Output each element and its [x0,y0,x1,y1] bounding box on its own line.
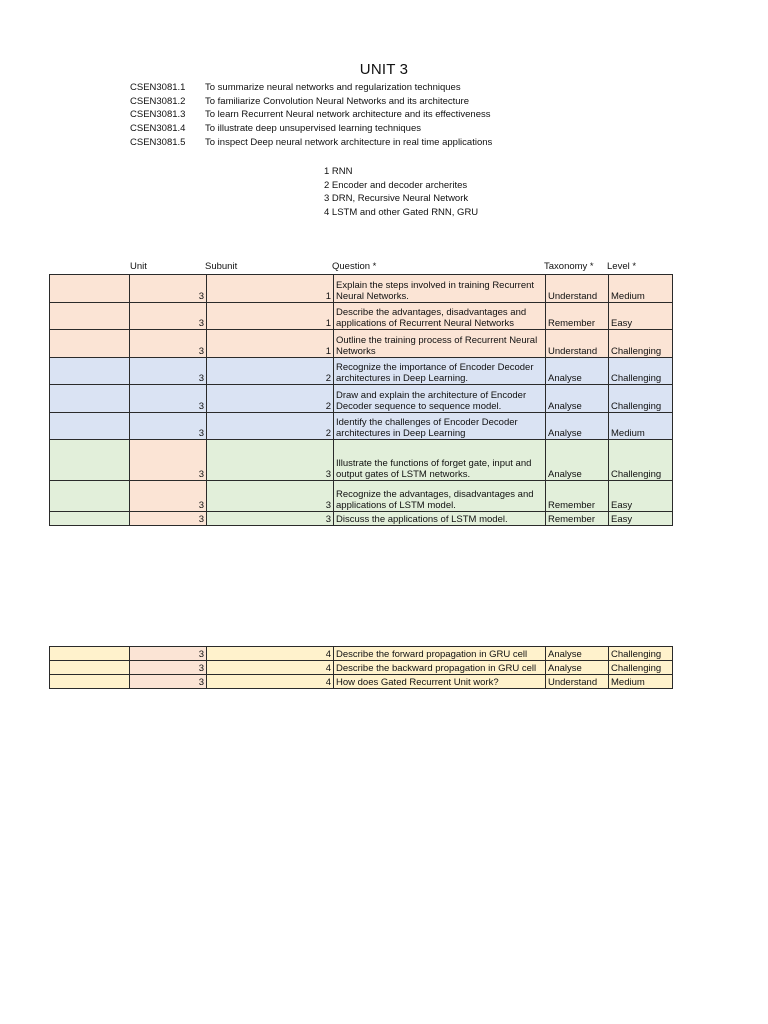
taxonomy-cell[interactable]: Understand [546,330,609,358]
row-spacer-cell[interactable] [50,512,130,526]
subunit-cell[interactable]: 2 [207,385,334,413]
page-title: UNIT 3 [359,61,409,78]
header-question: Question * [332,261,377,272]
taxonomy-cell[interactable]: Analyse [546,413,609,440]
unit-cell[interactable]: 3 [130,303,207,330]
subunit-cell[interactable]: 1 [207,275,334,303]
subunit-cell[interactable]: 2 [207,358,334,385]
outcome-text: To learn Recurrent Neural network architecture and its effectiveness [205,109,491,120]
row-spacer-cell[interactable] [50,675,130,689]
row-spacer-cell[interactable] [50,303,130,330]
outcome-text: To inspect Deep neural network architecture in real time applications [205,137,493,148]
taxonomy-cell[interactable]: Analyse [546,358,609,385]
table-row [50,481,673,512]
level-cell[interactable]: Easy [609,512,673,526]
level-cell[interactable]: Medium [609,275,673,303]
outcome-code: CSEN3081.4 [130,123,186,134]
row-spacer-cell[interactable] [50,440,130,481]
row-spacer-cell[interactable] [50,358,130,385]
taxonomy-cell[interactable]: Remember [546,512,609,526]
table-row [50,303,673,330]
question-table [49,274,673,526]
topic-item: 1 RNN [324,166,353,177]
taxonomy-cell[interactable]: Remember [546,481,609,512]
row-spacer-cell[interactable] [50,647,130,661]
gru-question-table [49,646,673,689]
outcome-code: CSEN3081.1 [130,82,186,93]
outcome-text: To illustrate deep unsupervised learning techniques [205,123,421,134]
level-cell[interactable]: Easy [609,481,673,512]
level-cell[interactable]: Easy [609,303,673,330]
question-cell[interactable]: Outline the training process of Recurrent Neural Networks [334,330,546,358]
taxonomy-cell[interactable]: Understand [546,675,609,689]
unit-cell[interactable]: 3 [130,385,207,413]
table-row [50,385,673,413]
taxonomy-cell[interactable]: Analyse [546,440,609,481]
unit-cell[interactable]: 3 [130,675,207,689]
question-cell[interactable]: Discuss the applications of LSTM model. [334,512,546,526]
table-row [50,512,673,526]
table-row [50,661,673,675]
unit-cell[interactable]: 3 [130,512,207,526]
table-row [50,330,673,358]
level-cell[interactable]: Medium [609,413,673,440]
level-cell[interactable]: Challenging [609,358,673,385]
table-row [50,440,673,481]
level-cell[interactable]: Medium [609,675,673,689]
outcome-code: CSEN3081.2 [130,96,186,107]
level-cell[interactable]: Challenging [609,647,673,661]
unit-cell[interactable]: 3 [130,358,207,385]
question-cell[interactable]: Describe the advantages, disadvantages and applications of Recurrent Neural Networks [334,303,546,330]
table-row [50,358,673,385]
row-spacer-cell[interactable] [50,330,130,358]
row-spacer-cell[interactable] [50,275,130,303]
taxonomy-cell[interactable]: Understand [546,275,609,303]
unit-cell[interactable]: 3 [130,481,207,512]
taxonomy-cell[interactable]: Analyse [546,385,609,413]
topic-item: 2 Encoder and decoder archerites [324,179,468,191]
level-cell[interactable]: Challenging [609,330,673,358]
unit-cell[interactable]: 3 [130,661,207,675]
unit-cell[interactable]: 3 [130,275,207,303]
question-cell[interactable]: Draw and explain the architecture of Encoder Decoder sequence to sequence model. [334,385,546,413]
row-spacer-cell[interactable] [50,385,130,413]
subunit-cell[interactable]: 4 [207,675,334,689]
row-spacer-cell[interactable] [50,413,130,440]
level-cell[interactable]: Challenging [609,661,673,675]
unit-cell[interactable]: 3 [130,440,207,481]
taxonomy-cell[interactable]: Analyse [546,647,609,661]
question-cell[interactable]: Describe the backward propagation in GRU cell [334,661,546,675]
taxonomy-cell[interactable]: Analyse [546,661,609,675]
question-cell[interactable]: How does Gated Recurrent Unit work? [334,675,546,689]
unit-cell[interactable]: 3 [130,330,207,358]
question-cell[interactable]: Describe the forward propagation in GRU cell [334,647,546,661]
outcome-text: To summarize neural networks and regularization techniques [205,82,461,93]
header-subunit: Subunit [205,261,238,272]
taxonomy-cell[interactable]: Remember [546,303,609,330]
question-cell[interactable]: Illustrate the functions of forget gate, input and output gates of LSTM networks. [334,440,546,481]
subunit-cell[interactable]: 3 [207,512,334,526]
subunit-cell[interactable]: 4 [207,661,334,675]
outcome-code: CSEN3081.3 [130,109,186,120]
unit-cell[interactable]: 3 [130,413,207,440]
outcome-text: To familiarize Convolution Neural Networks and its architecture [205,96,470,107]
table-row [50,647,673,661]
question-cell[interactable]: Recognize the importance of Encoder Decoder architectures in Deep Learning. [334,358,546,385]
unit-cell[interactable]: 3 [130,647,207,661]
outcome-code: CSEN3081.5 [130,137,186,148]
question-cell[interactable]: Recognize the advantages, disadvantages and applications of LSTM model. [334,481,546,512]
subunit-cell[interactable]: 1 [207,303,334,330]
header-level: Level * [607,261,637,272]
level-cell[interactable]: Challenging [609,440,673,481]
header-unit: Unit [130,261,147,272]
subunit-cell[interactable]: 3 [207,481,334,512]
row-spacer-cell[interactable] [50,481,130,512]
question-cell[interactable]: Explain the steps involved in training Recurrent Neural Networks. [334,275,546,303]
topic-list [324,165,478,219]
table-row [50,413,673,440]
topic-item: 3 DRN, Recursive Neural Network [324,193,469,204]
subunit-cell[interactable]: 2 [207,413,334,440]
row-spacer-cell[interactable] [50,661,130,675]
subunit-cell[interactable]: 3 [207,440,334,481]
table-row [50,675,673,689]
question-cell[interactable]: Identify the challenges of Encoder Decoder architectures in Deep Learning [334,413,546,440]
header-taxonomy: Taxonomy * [544,261,594,272]
subunit-cell[interactable]: 1 [207,330,334,358]
subunit-cell[interactable]: 4 [207,647,334,661]
level-cell[interactable]: Challenging [609,385,673,413]
topic-item: 4 LSTM and other Gated RNN, GRU [324,206,479,218]
table-row [50,275,673,303]
